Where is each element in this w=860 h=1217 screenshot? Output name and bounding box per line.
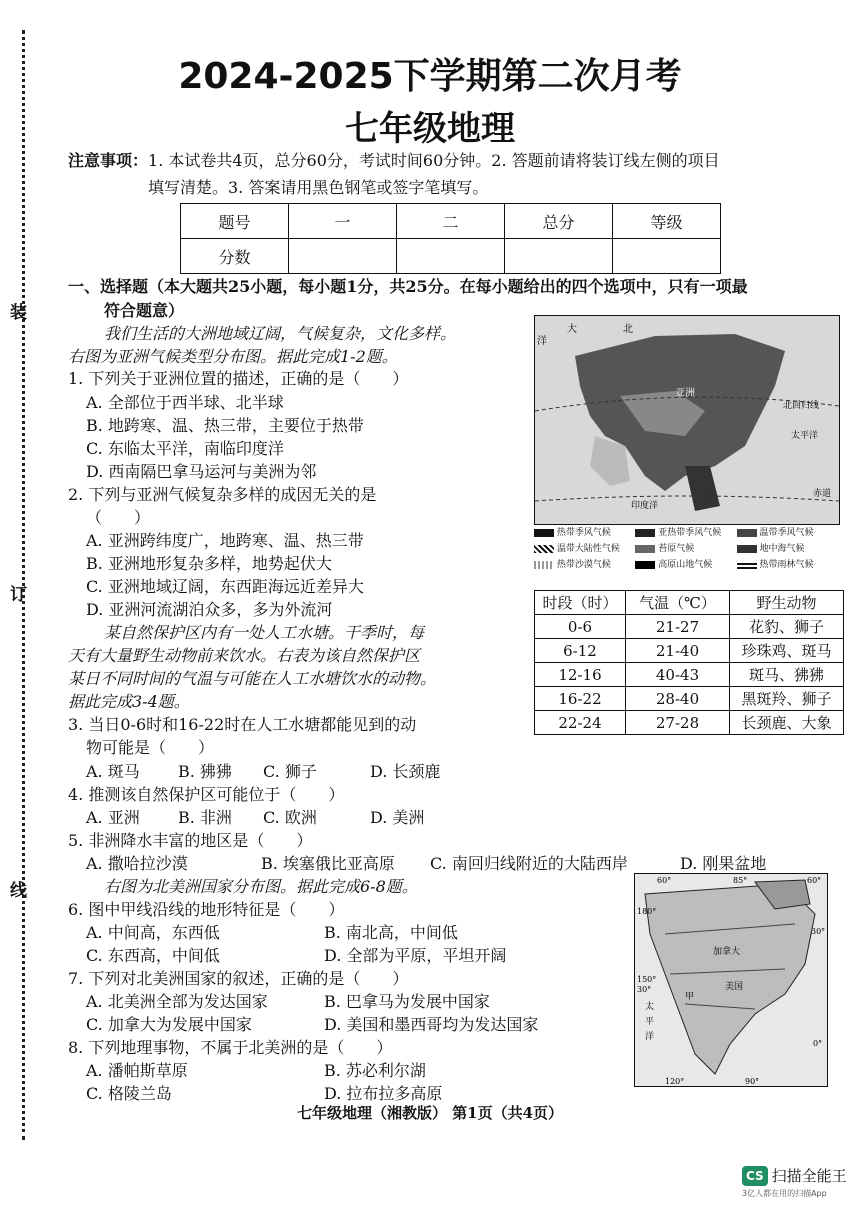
animal-table-header: 时段（时） [535, 591, 626, 615]
asia-map-graphic [535, 316, 839, 524]
q1-option-a[interactable]: A. 全部位于西半球、北半球 [86, 393, 284, 412]
q2-option-a[interactable]: A. 亚洲跨纬度广，地跨寒、温、热三带 [86, 531, 364, 550]
q5-option-d[interactable]: D. 刚果盆地 [680, 854, 767, 873]
intro-34-line: 天有大量野生动物前来饮水。右表为该自然保护区 [68, 646, 421, 665]
q6-option-c[interactable]: C. 东西高，中间低 [86, 946, 220, 965]
score-cell[interactable] [289, 239, 397, 274]
score-header: 一 [289, 204, 397, 239]
notice [68, 147, 838, 201]
scanner-tagline: 3亿人都在用的扫描App [742, 1189, 827, 1198]
q5-option-b[interactable]: B. 埃塞俄比亚高原 [261, 854, 395, 873]
intro-68: 右图为北美洲国家分布图。据此完成6-8题。 [104, 877, 418, 896]
asia-map-label: 大 [567, 324, 577, 335]
asia-map-label: 北 [623, 324, 633, 335]
asia-map-label: 印度洋 [631, 501, 659, 511]
q6-stem: 6. 图中甲线沿线的地形特征是（ ） [68, 900, 345, 919]
q4-option-c[interactable]: C. 欧洲 [263, 808, 317, 827]
asia-map-legend [534, 525, 838, 570]
q1-option-c[interactable]: C. 东临太平洋，南临印度洋 [86, 439, 284, 458]
q8-option-c[interactable]: C. 格陵兰岛 [86, 1084, 172, 1103]
na-map-label: 甲 [685, 992, 695, 1002]
animal-table-cell: 斑马、狒狒 [730, 663, 844, 687]
na-map-label: 150° [637, 975, 657, 984]
na-map-label: 加拿大 [713, 947, 741, 957]
legend-item: 温带大陆性气候 [534, 541, 635, 554]
na-map-label: 60° [807, 876, 822, 885]
animal-table-cell: 花豹、狮子 [730, 615, 844, 639]
q5-option-a[interactable]: A. 撒哈拉沙漠 [86, 854, 188, 873]
q1-stem: 1. 下列关于亚洲位置的描述，正确的是（ ） [68, 369, 409, 388]
na-map-label: 30° [637, 985, 652, 994]
q2-option-c[interactable]: C. 亚洲地域辽阔，东西距海远近差异大 [86, 577, 364, 596]
legend-item: 苔原气候 [635, 541, 736, 554]
asia-map-label: 赤道 [813, 489, 832, 499]
asia-map-label: 洋 [537, 336, 547, 347]
na-map-label: 洋 [645, 1032, 655, 1042]
asia-climate-map [534, 315, 840, 525]
section1-heading-cont: 符合题意） [104, 301, 185, 320]
animal-table-cell: 21-27 [626, 615, 730, 639]
animal-table-cell: 40-43 [626, 663, 730, 687]
na-map-label: 90° [745, 1077, 760, 1086]
na-map-label: 180° [637, 907, 657, 916]
animal-table-cell: 12-16 [535, 663, 626, 687]
scanner-logo-icon: CS [742, 1166, 768, 1186]
na-map-label: 美国 [725, 982, 744, 992]
animal-table-cell: 22-24 [535, 711, 626, 735]
na-map-graphic [635, 874, 827, 1086]
intro-1: 我们生活的大洲地域辽阔，气候复杂，文化多样。 [104, 324, 457, 343]
na-map-label: 85° [733, 876, 748, 885]
notice-line1: 1. 本试卷共4页，总分60分，考试时间60分钟。2. 答题前请将装订线左侧的项目 [148, 151, 720, 170]
binding-word-zhuang: 装 [10, 303, 27, 323]
intro-1b: 右图为亚洲气候类型分布图。据此完成1-2题。 [68, 347, 398, 366]
legend-item: 地中海气候 [737, 541, 838, 554]
legend-item: 高原山地气候 [635, 557, 736, 570]
q6-option-d[interactable]: D. 全部为平原，平坦开阔 [324, 946, 507, 965]
q7-option-c[interactable]: C. 加拿大为发展中国家 [86, 1015, 252, 1034]
animal-table [534, 590, 844, 735]
na-map-label: 30° [811, 927, 826, 936]
q4-stem: 4. 推测该自然保护区可能位于（ ） [68, 785, 345, 804]
legend-item: 热带沙漠气候 [534, 557, 635, 570]
score-row-label: 分数 [181, 239, 289, 274]
q8-stem: 8. 下列地理事物，不属于北美洲的是（ ） [68, 1038, 393, 1057]
q8-option-b[interactable]: B. 苏必利尔湖 [324, 1061, 426, 1080]
scanner-name: 扫描全能王 [771, 1167, 847, 1185]
notice-line2: 填写清楚。3. 答案请用黑色钢笔或签字笔填写。 [148, 178, 489, 197]
q2-option-b[interactable]: B. 亚洲地形复杂多样，地势起伏大 [86, 554, 332, 573]
binding-word-ding: 订 [10, 585, 27, 605]
animal-table-cell: 27-28 [626, 711, 730, 735]
legend-item: 热带季风气候 [534, 525, 635, 538]
q8-option-a[interactable]: A. 潘帕斯草原 [86, 1061, 188, 1080]
na-map-label: 平 [645, 1017, 655, 1027]
animal-table-cell: 0-6 [535, 615, 626, 639]
animal-table-cell: 珍珠鸡、斑马 [730, 639, 844, 663]
q4-option-a[interactable]: A. 亚洲 [86, 808, 140, 827]
q4-option-b[interactable]: B. 非洲 [178, 808, 232, 827]
score-header: 总分 [505, 204, 613, 239]
score-header: 二 [397, 204, 505, 239]
intro-34-line: 某自然保护区内有一处人工水塘。干季时，每 [104, 623, 425, 642]
binding-word-xian: 线 [10, 881, 27, 901]
q3-stem: 3. 当日0-6时和16-22时在人工水塘都能见到的动 [68, 715, 417, 734]
q3-option-b[interactable]: B. 狒狒 [178, 762, 232, 781]
na-map-label: 太 [645, 1002, 655, 1012]
q7-option-d[interactable]: D. 美国和墨西哥均为发达国家 [324, 1015, 539, 1034]
q5-option-c[interactable]: C. 南回归线附近的大陆西岸 [430, 854, 628, 873]
page-footer: 七年级地理（湘教版） 第1页（共4页） [296, 1104, 564, 1122]
asia-map-label: 北回归线 [783, 401, 820, 411]
section1-heading: 一、选择题（本大题共25小题，每小题1分，共25分。在每小题给出的四个选项中，只有一项最 [68, 277, 748, 296]
score-header: 等级 [613, 204, 721, 239]
animal-table-cell: 6-12 [535, 639, 626, 663]
asia-map-label: 亚洲 [675, 388, 695, 399]
asia-map-label: 太平洋 [791, 431, 819, 441]
q7-stem: 7. 下列对北美洲国家的叙述，正确的是（ ） [68, 969, 409, 988]
q2-option-d[interactable]: D. 亚洲河流湖泊众多，多为外流河 [86, 600, 333, 619]
na-map-label: 120° [665, 1077, 685, 1086]
legend-item: 温带季风气候 [737, 525, 838, 538]
na-map-label: 0° [813, 1039, 823, 1048]
na-map-label: 60° [657, 876, 672, 885]
animal-table-cell: 28-40 [626, 687, 730, 711]
notice-label: 注意事项： [68, 151, 149, 170]
q4-option-d[interactable]: D. 美洲 [370, 808, 425, 827]
legend-item: 亚热带季风气候 [635, 525, 736, 538]
q7-option-b[interactable]: B. 巴拿马为发展中国家 [324, 992, 490, 1011]
north-america-map [634, 873, 828, 1087]
q6-option-b[interactable]: B. 南北高，中间低 [324, 923, 458, 942]
animal-table-cell: 黑斑羚、狮子 [730, 687, 844, 711]
exam-title: 2024-2025下学期第二次月考 [178, 56, 682, 97]
intro-34-line: 据此完成3-4题。 [68, 692, 190, 711]
animal-table-header: 气温（℃） [626, 591, 730, 615]
animal-table-cell: 21-40 [626, 639, 730, 663]
q3-option-c[interactable]: C. 狮子 [263, 762, 317, 781]
score-table [180, 203, 721, 274]
score-header: 题号 [181, 204, 289, 239]
intro-34-line: 某日不同时间的气温与可能在人工水塘饮水的动物。 [68, 669, 437, 688]
score-cell[interactable] [505, 239, 613, 274]
q3-stem-cont: 物可能是（ ） [86, 738, 215, 757]
exam-subtitle: 七年级地理 [345, 109, 515, 149]
q7-option-a[interactable]: A. 北美洲全部为发达国家 [86, 992, 268, 1011]
legend-item: 热带雨林气候 [737, 557, 838, 570]
animal-table-cell: 16-22 [535, 687, 626, 711]
score-cell[interactable] [397, 239, 505, 274]
score-cell[interactable] [613, 239, 721, 274]
scanner-watermark [742, 1165, 847, 1199]
q2-blank: （ ） [86, 508, 151, 527]
animal-table-header: 野生动物 [730, 591, 844, 615]
q2-stem: 2. 下列与亚洲气候复杂多样的成因无关的是 [68, 485, 377, 504]
q3-option-a[interactable]: A. 斑马 [86, 762, 140, 781]
q3-option-d[interactable]: D. 长颈鹿 [370, 762, 441, 781]
q5-stem: 5. 非洲降水丰富的地区是（ ） [68, 831, 313, 850]
animal-table-cell: 长颈鹿、大象 [730, 711, 844, 735]
q1-option-d[interactable]: D. 西南隔巴拿马运河与美洲为邻 [86, 462, 317, 481]
q6-option-a[interactable]: A. 中间高，东西低 [86, 923, 220, 942]
q8-option-d[interactable]: D. 拉布拉多高原 [324, 1084, 443, 1103]
q1-option-b[interactable]: B. 地跨寒、温、热三带，主要位于热带 [86, 416, 364, 435]
